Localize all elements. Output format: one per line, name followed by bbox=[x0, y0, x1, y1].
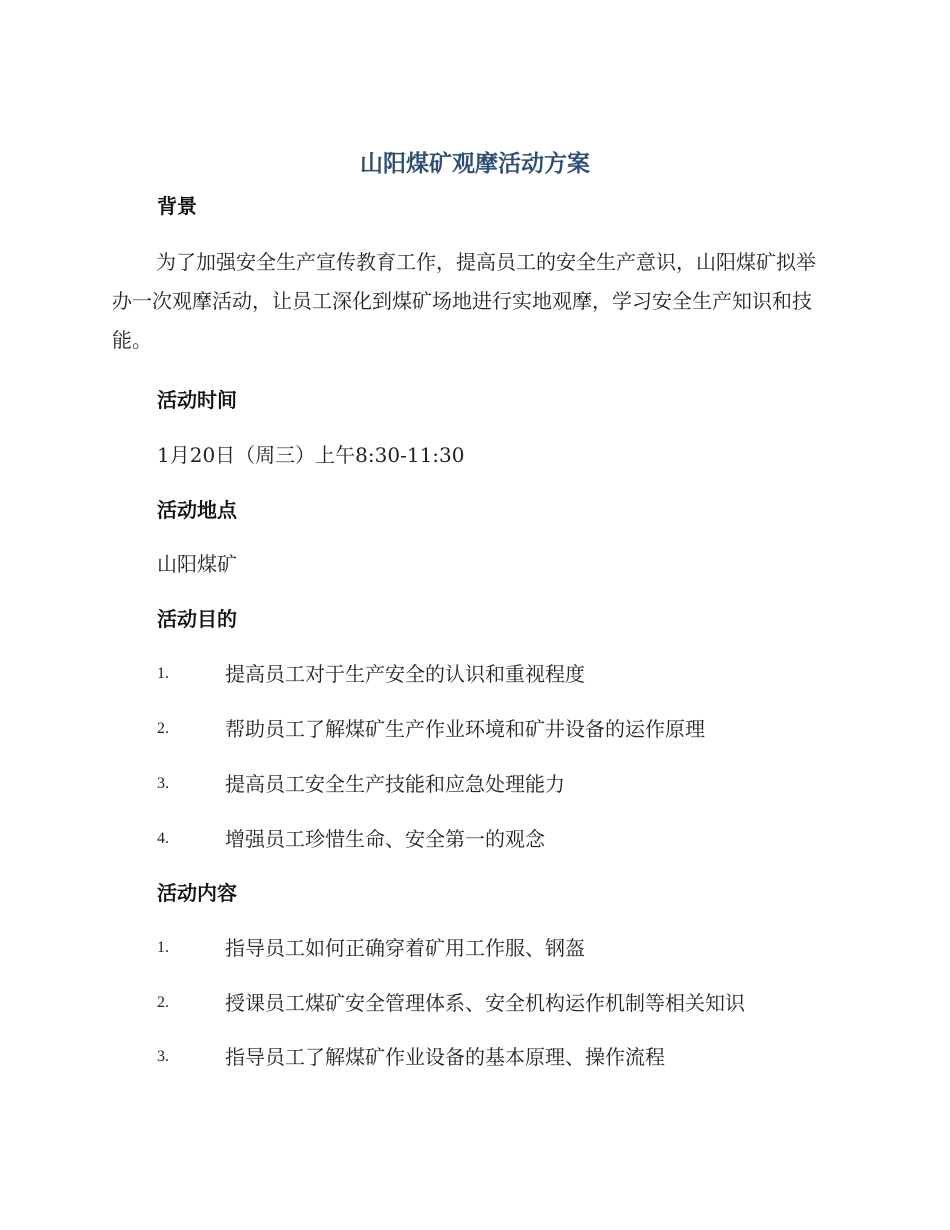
list-number: 3. bbox=[157, 1048, 169, 1065]
list-number: 4. bbox=[157, 830, 169, 847]
list-number: 1. bbox=[157, 939, 169, 956]
background-paragraph: 为了加强安全生产宣传教育工作，提高员工的安全生产意识，山阳煤矿拟举办一次观摩活动，让员工深化到煤矿场地进行实地观摩，学习安全生产知识和技能。 bbox=[112, 250, 816, 352]
location-text: 山阳煤矿 bbox=[157, 552, 237, 576]
list-number: 3. bbox=[157, 775, 169, 792]
heading-location: 活动地点 bbox=[157, 498, 237, 522]
document-title: 山阳煤矿观摩活动方案 bbox=[360, 151, 590, 177]
time-text: 1月20日（周三）上午8:30-11:30 bbox=[157, 443, 465, 467]
heading-background: 背景 bbox=[157, 194, 197, 218]
list-number: 1. bbox=[157, 665, 169, 682]
heading-purpose: 活动目的 bbox=[157, 607, 237, 631]
list-text: 提高员工对于生产安全的认识和重视程度 bbox=[225, 662, 585, 686]
list-number: 2. bbox=[157, 720, 169, 737]
purpose-list-item bbox=[157, 714, 857, 744]
content-list-item bbox=[157, 933, 857, 963]
list-text: 指导员工了解煤矿作业设备的基本原理、操作流程 bbox=[225, 1045, 665, 1069]
purpose-list-item bbox=[157, 824, 857, 854]
list-text: 指导员工如何正确穿着矿用工作服、钢盔 bbox=[225, 936, 585, 960]
heading-time: 活动时间 bbox=[157, 388, 237, 412]
list-text: 授课员工煤矿安全管理体系、安全机构运作机制等相关知识 bbox=[225, 991, 745, 1015]
purpose-list-item bbox=[157, 659, 857, 689]
list-number: 2. bbox=[157, 994, 169, 1011]
list-text: 增强员工珍惜生命、安全第一的观念 bbox=[225, 827, 545, 851]
content-list-item bbox=[157, 1042, 857, 1072]
list-text: 帮助员工了解煤矿生产作业环境和矿井设备的运作原理 bbox=[225, 717, 705, 741]
list-text: 提高员工安全生产技能和应急处理能力 bbox=[225, 772, 565, 796]
content-list-item bbox=[157, 988, 857, 1018]
purpose-list-item bbox=[157, 769, 857, 799]
heading-content: 活动内容 bbox=[157, 881, 237, 905]
